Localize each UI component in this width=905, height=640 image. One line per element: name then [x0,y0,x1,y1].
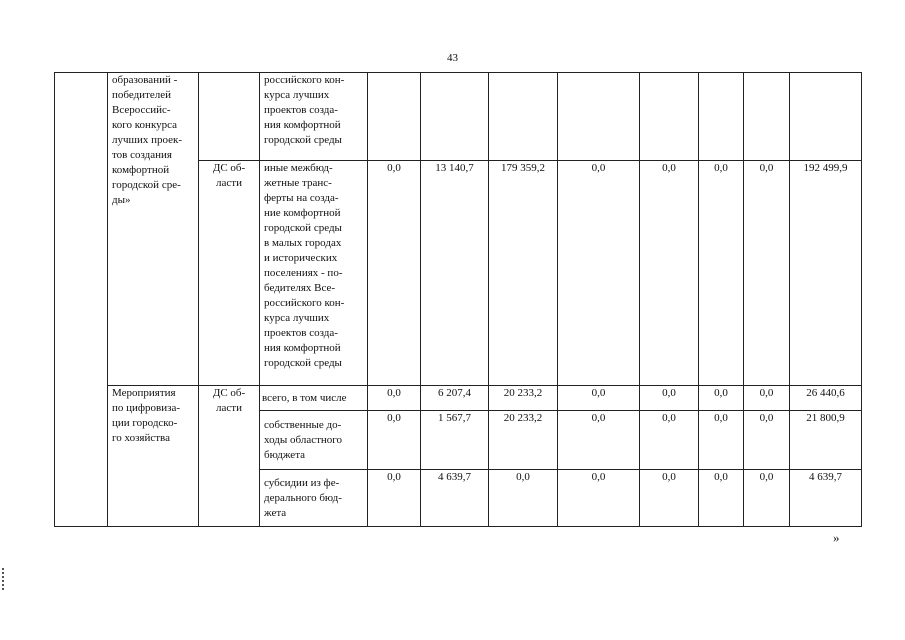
value-cell [699,73,744,161]
value-cell: 26 440,6 [790,386,862,411]
value-cell: 0,0 [368,411,421,470]
value-cell [640,73,699,161]
source-cell: иные межбюд- жетные транс- ферты на созда- ние комфортной городской среды в малых городах и исторических поселениях - по- бедителях Все- российского кон- курса лучших проектов созда- ния комфортной городской среды [260,161,368,386]
executor-cell [199,73,260,161]
value-cell: 0,0 [640,386,699,411]
scan-edge-mark [2,568,7,590]
value-cell: 0,0 [744,161,790,386]
closing-quote: » [833,530,840,545]
value-cell: 6 207,4 [421,386,489,411]
value-cell: 0,0 [640,411,699,470]
value-cell: 192 499,9 [790,161,862,386]
executor-cell: ДС об- ласти [199,386,260,527]
value-cell [558,73,640,161]
budget-table [54,72,862,527]
number-cell [55,73,108,527]
table-row [55,386,862,411]
value-cell: 0,0 [699,470,744,527]
value-cell: 0,0 [368,161,421,386]
value-cell: 21 800,9 [790,411,862,470]
source-cell: собственные до- ходы областного бюджета [260,411,368,470]
table-row [55,73,862,161]
value-cell: 20 233,2 [489,386,558,411]
value-cell: 179 359,2 [489,161,558,386]
value-cell: 4 639,7 [421,470,489,527]
value-cell: 0,0 [489,470,558,527]
value-cell: 0,0 [558,411,640,470]
value-cell: 0,0 [744,470,790,527]
value-cell: 0,0 [640,161,699,386]
executor-cell: ДС об- ласти [199,161,260,386]
value-cell [790,73,862,161]
value-cell: 20 233,2 [489,411,558,470]
value-cell: 0,0 [640,470,699,527]
source-cell: российского кон- курса лучших проектов созда- ния комфортной городской среды [260,73,368,161]
value-cell: 0,0 [699,386,744,411]
value-cell [421,73,489,161]
value-cell: 0,0 [699,411,744,470]
value-cell: 0,0 [368,470,421,527]
page-number: 43 [447,52,458,64]
value-cell: 1 567,7 [421,411,489,470]
value-cell: 13 140,7 [421,161,489,386]
value-cell [489,73,558,161]
event-name-cell: Мероприятия по цифровиза- ции городско- го хозяйства [108,386,199,527]
value-cell: 0,0 [744,386,790,411]
value-cell [368,73,421,161]
value-cell: 0,0 [368,386,421,411]
value-cell: 0,0 [558,386,640,411]
value-cell [744,73,790,161]
value-cell: 0,0 [744,411,790,470]
value-cell: 0,0 [558,470,640,527]
value-cell: 0,0 [558,161,640,386]
value-cell: 4 639,7 [790,470,862,527]
source-cell: субсидии из фе- дерального бюд- жета [260,470,368,527]
event-name-cell: образований - победителей Всероссийс- кого конкурса лучших проек- тов создания комфортной городской сре- ды» [108,73,199,386]
source-cell: всего, в том числе [260,386,368,411]
value-cell: 0,0 [699,161,744,386]
